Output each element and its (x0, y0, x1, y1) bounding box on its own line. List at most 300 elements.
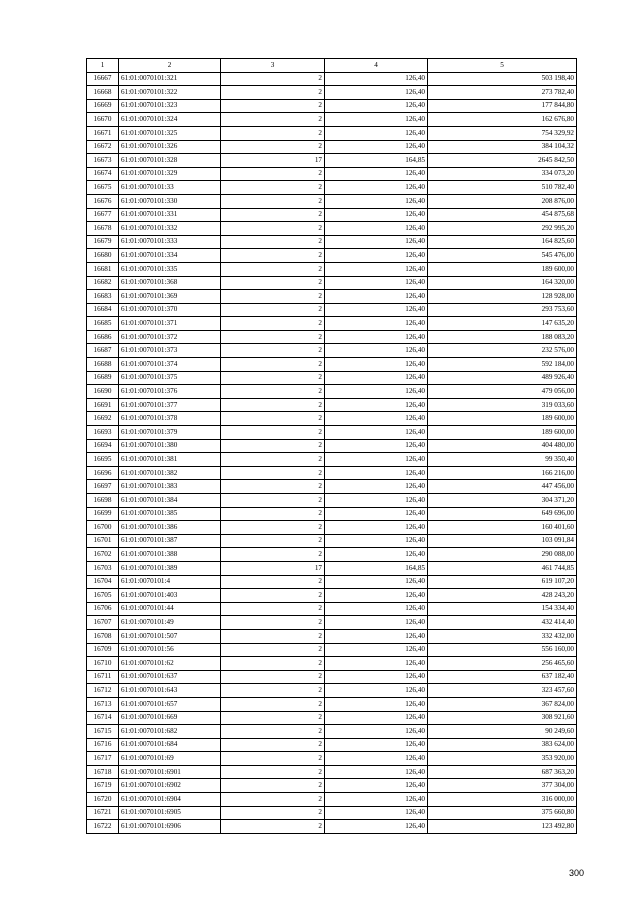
table-cell-col3: 2 (221, 670, 325, 684)
table-cell-col2: 61:01:0070101:44 (119, 602, 221, 616)
table-cell-col2: 61:01:0070101:381 (119, 453, 221, 467)
table-cell-col5: 188 083,20 (428, 330, 577, 344)
table-cell-col5: 189 600,00 (428, 426, 577, 440)
table-cell-col5: 319 033,60 (428, 398, 577, 412)
table-cell-col1: 16672 (87, 140, 119, 154)
table-row (87, 752, 577, 766)
table-row (87, 181, 577, 195)
table-row (87, 412, 577, 426)
table-cell-col1: 16669 (87, 99, 119, 113)
table-cell-col5: 308 921,60 (428, 711, 577, 725)
table-cell-col1: 16704 (87, 575, 119, 589)
table-cell-col2: 61:01:0070101:324 (119, 113, 221, 127)
header-cell-1: 1 (87, 59, 119, 73)
table-cell-col2: 61:01:0070101:374 (119, 358, 221, 372)
table-cell-col3: 2 (221, 697, 325, 711)
table-cell-col4: 126,40 (325, 194, 428, 208)
table-cell-col1: 16683 (87, 290, 119, 304)
table-cell-col2: 61:01:0070101:370 (119, 303, 221, 317)
table-cell-col3: 2 (221, 317, 325, 331)
table-row (87, 711, 577, 725)
table-cell-col5: 162 676,80 (428, 113, 577, 127)
table-cell-col5: 123 492,80 (428, 820, 577, 834)
table-cell-col4: 126,40 (325, 507, 428, 521)
table-cell-col5: 256 465,60 (428, 657, 577, 671)
table-cell-col2: 61:01:0070101:331 (119, 208, 221, 222)
table-row (87, 616, 577, 630)
table-row (87, 643, 577, 657)
table-row (87, 521, 577, 535)
table-cell-col3: 2 (221, 657, 325, 671)
table-cell-col4: 126,40 (325, 643, 428, 657)
table-cell-col1: 16678 (87, 222, 119, 236)
table-cell-col2: 61:01:0070101:684 (119, 738, 221, 752)
table-cell-col3: 2 (221, 793, 325, 807)
table-cell-col4: 126,40 (325, 439, 428, 453)
table-cell-col1: 16714 (87, 711, 119, 725)
table-cell-col4: 126,40 (325, 371, 428, 385)
table-cell-col1: 16682 (87, 276, 119, 290)
table-cell-col4: 126,40 (325, 738, 428, 752)
table-cell-col1: 16692 (87, 412, 119, 426)
table-cell-col4: 126,40 (325, 711, 428, 725)
table-row (87, 99, 577, 113)
table-cell-col2: 61:01:0070101:378 (119, 412, 221, 426)
table-cell-col2: 61:01:0070101:323 (119, 99, 221, 113)
table-cell-col2: 61:01:0070101:389 (119, 561, 221, 575)
table-cell-col5: 232 576,00 (428, 344, 577, 358)
table-cell-col1: 16695 (87, 453, 119, 467)
table-cell-col2: 61:01:0070101:377 (119, 398, 221, 412)
table-cell-col4: 126,40 (325, 697, 428, 711)
table-cell-col5: 592 184,00 (428, 358, 577, 372)
table-cell-col3: 2 (221, 575, 325, 589)
table-row (87, 466, 577, 480)
table-cell-col3: 2 (221, 684, 325, 698)
table-cell-col2: 61:01:0070101:657 (119, 697, 221, 711)
table-cell-col5: 637 182,40 (428, 670, 577, 684)
table-cell-col2: 61:01:0070101:6901 (119, 765, 221, 779)
table-cell-col3: 2 (221, 480, 325, 494)
table-cell-col5: 503 198,40 (428, 72, 577, 86)
table-cell-col3: 2 (221, 113, 325, 127)
table-cell-col4: 126,40 (325, 548, 428, 562)
header-cell-3: 3 (221, 59, 325, 73)
table-cell-col3: 2 (221, 494, 325, 508)
table-cell-col2: 61:01:0070101:325 (119, 126, 221, 140)
table-cell-col1: 16679 (87, 235, 119, 249)
table-cell-col1: 16703 (87, 561, 119, 575)
table-cell-col2: 61:01:0070101:386 (119, 521, 221, 535)
table-row (87, 167, 577, 181)
table-row (87, 262, 577, 276)
table-cell-col1: 16722 (87, 820, 119, 834)
table-cell-col4: 126,40 (325, 806, 428, 820)
table-cell-col3: 2 (221, 126, 325, 140)
table-cell-col1: 16710 (87, 657, 119, 671)
table-cell-col5: 510 782,40 (428, 181, 577, 195)
table-cell-col3: 2 (221, 303, 325, 317)
table-cell-col5: 323 457,60 (428, 684, 577, 698)
table-row (87, 589, 577, 603)
table-cell-col1: 16709 (87, 643, 119, 657)
table-cell-col1: 16712 (87, 684, 119, 698)
table-cell-col1: 16673 (87, 154, 119, 168)
table-cell-col2: 61:01:0070101:69 (119, 752, 221, 766)
table-cell-col1: 16713 (87, 697, 119, 711)
table-cell-col4: 126,40 (325, 657, 428, 671)
table-cell-col4: 126,40 (325, 412, 428, 426)
table-cell-col4: 126,40 (325, 752, 428, 766)
table-cell-col2: 61:01:0070101:334 (119, 249, 221, 263)
table-cell-col3: 2 (221, 779, 325, 793)
table-cell-col1: 16667 (87, 72, 119, 86)
table-cell-col3: 2 (221, 738, 325, 752)
table-cell-col5: 545 476,00 (428, 249, 577, 263)
table-cell-col4: 126,40 (325, 358, 428, 372)
table-cell-col3: 2 (221, 72, 325, 86)
table-cell-col4: 126,40 (325, 235, 428, 249)
table-row (87, 385, 577, 399)
table-cell-col2: 61:01:0070101:332 (119, 222, 221, 236)
table-cell-col5: 384 104,32 (428, 140, 577, 154)
table-cell-col3: 2 (221, 235, 325, 249)
table-cell-col2: 61:01:0070101:375 (119, 371, 221, 385)
table-cell-col1: 16689 (87, 371, 119, 385)
table-row (87, 126, 577, 140)
table-cell-col5: 2645 842,50 (428, 154, 577, 168)
table-row (87, 113, 577, 127)
table-cell-col3: 2 (221, 358, 325, 372)
table-body (87, 72, 577, 833)
header-cell-2: 2 (119, 59, 221, 73)
table-cell-col3: 2 (221, 86, 325, 100)
table-cell-col4: 126,40 (325, 167, 428, 181)
table-cell-col3: 2 (221, 290, 325, 304)
table-row (87, 494, 577, 508)
table-cell-col4: 126,40 (325, 575, 428, 589)
table-cell-col3: 2 (221, 222, 325, 236)
table-cell-col5: 177 844,80 (428, 99, 577, 113)
table-cell-col4: 126,40 (325, 276, 428, 290)
table-cell-col5: 189 600,00 (428, 262, 577, 276)
table-cell-col3: 2 (221, 589, 325, 603)
table-cell-col4: 126,40 (325, 534, 428, 548)
table-row (87, 358, 577, 372)
table-cell-col1: 16668 (87, 86, 119, 100)
table-row (87, 765, 577, 779)
table-row (87, 371, 577, 385)
table-cell-col4: 126,40 (325, 126, 428, 140)
table-row (87, 330, 577, 344)
table-row (87, 725, 577, 739)
table-cell-col1: 16719 (87, 779, 119, 793)
table-row (87, 344, 577, 358)
table-cell-col5: 447 456,00 (428, 480, 577, 494)
table-cell-col2: 61:01:0070101:6904 (119, 793, 221, 807)
table-cell-col5: 383 624,00 (428, 738, 577, 752)
page-number: 300 (568, 868, 584, 878)
table-cell-col4: 126,40 (325, 330, 428, 344)
table-cell-col1: 16707 (87, 616, 119, 630)
table-cell-col4: 126,40 (325, 521, 428, 535)
table-cell-col5: 432 414,40 (428, 616, 577, 630)
table-cell-col3: 2 (221, 398, 325, 412)
table-row (87, 738, 577, 752)
table-cell-col3: 2 (221, 453, 325, 467)
table-cell-col4: 126,40 (325, 793, 428, 807)
table-cell-col4: 126,40 (325, 725, 428, 739)
table-cell-col3: 2 (221, 140, 325, 154)
table-row (87, 820, 577, 834)
table-cell-col2: 61:01:0070101:507 (119, 629, 221, 643)
table-cell-col1: 16717 (87, 752, 119, 766)
table-header-row (87, 59, 577, 73)
table-cell-col2: 61:01:0070101:682 (119, 725, 221, 739)
table-cell-col2: 61:01:0070101:383 (119, 480, 221, 494)
table-cell-col5: 556 160,00 (428, 643, 577, 657)
table-cell-col5: 147 635,20 (428, 317, 577, 331)
table-row (87, 561, 577, 575)
table-cell-col1: 16696 (87, 466, 119, 480)
table-cell-col2: 61:01:0070101:56 (119, 643, 221, 657)
table-cell-col3: 2 (221, 725, 325, 739)
table-cell-col2: 61:01:0070101:33 (119, 181, 221, 195)
table-cell-col3: 2 (221, 412, 325, 426)
table-cell-col5: 687 363,20 (428, 765, 577, 779)
table-cell-col4: 126,40 (325, 684, 428, 698)
table-row (87, 657, 577, 671)
table-cell-col1: 16706 (87, 602, 119, 616)
table-cell-col4: 126,40 (325, 262, 428, 276)
table-row (87, 303, 577, 317)
table-cell-col5: 154 334,40 (428, 602, 577, 616)
table-cell-col3: 2 (221, 194, 325, 208)
table-row (87, 670, 577, 684)
table-row (87, 290, 577, 304)
table-cell-col3: 2 (221, 276, 325, 290)
table-cell-col4: 126,40 (325, 222, 428, 236)
table-row (87, 629, 577, 643)
table-cell-col4: 126,40 (325, 453, 428, 467)
table-cell-col1: 16671 (87, 126, 119, 140)
table-row (87, 249, 577, 263)
table-cell-col1: 16715 (87, 725, 119, 739)
table-cell-col2: 61:01:0070101:388 (119, 548, 221, 562)
table-cell-col5: 189 600,00 (428, 412, 577, 426)
table-row (87, 86, 577, 100)
table-cell-col5: 99 350,40 (428, 453, 577, 467)
table-cell-col4: 126,40 (325, 616, 428, 630)
table-row (87, 276, 577, 290)
table-cell-col5: 164 320,00 (428, 276, 577, 290)
table-cell-col1: 16691 (87, 398, 119, 412)
table-row (87, 548, 577, 562)
table-cell-col1: 16693 (87, 426, 119, 440)
table-cell-col1: 16674 (87, 167, 119, 181)
table-cell-col4: 126,40 (325, 670, 428, 684)
table-cell-col3: 2 (221, 99, 325, 113)
table-cell-col3: 2 (221, 426, 325, 440)
header-cell-4: 4 (325, 59, 428, 73)
table-cell-col1: 16700 (87, 521, 119, 535)
table-cell-col5: 273 782,40 (428, 86, 577, 100)
table-cell-col2: 61:01:0070101:321 (119, 72, 221, 86)
table-cell-col2: 61:01:0070101:379 (119, 426, 221, 440)
table-cell-col4: 126,40 (325, 208, 428, 222)
table-cell-col4: 126,40 (325, 480, 428, 494)
table-row (87, 697, 577, 711)
table-cell-col5: 316 000,00 (428, 793, 577, 807)
table-cell-col2: 61:01:0070101:373 (119, 344, 221, 358)
table-cell-col4: 126,40 (325, 99, 428, 113)
table-row (87, 72, 577, 86)
table-cell-col2: 61:01:0070101:6902 (119, 779, 221, 793)
table-cell-col5: 208 876,00 (428, 194, 577, 208)
table-cell-col3: 2 (221, 752, 325, 766)
table-cell-col2: 61:01:0070101:403 (119, 589, 221, 603)
table-cell-col5: 103 091,84 (428, 534, 577, 548)
table-cell-col4: 126,40 (325, 629, 428, 643)
table-cell-col2: 61:01:0070101:382 (119, 466, 221, 480)
table-cell-col5: 290 088,00 (428, 548, 577, 562)
table-cell-col2: 61:01:0070101:385 (119, 507, 221, 521)
table-cell-col2: 61:01:0070101:369 (119, 290, 221, 304)
table-cell-col2: 61:01:0070101:4 (119, 575, 221, 589)
table-cell-col4: 126,40 (325, 303, 428, 317)
table-cell-col2: 61:01:0070101:329 (119, 167, 221, 181)
table-cell-col3: 2 (221, 534, 325, 548)
table-cell-col3: 17 (221, 561, 325, 575)
table-row (87, 398, 577, 412)
table-cell-col2: 61:01:0070101:637 (119, 670, 221, 684)
table-cell-col5: 332 432,00 (428, 629, 577, 643)
table-cell-col3: 2 (221, 249, 325, 263)
table-cell-col2: 61:01:0070101:380 (119, 439, 221, 453)
table-row (87, 806, 577, 820)
table-cell-col3: 2 (221, 385, 325, 399)
table-cell-col5: 166 216,00 (428, 466, 577, 480)
table-cell-col4: 164,85 (325, 154, 428, 168)
table-cell-col4: 126,40 (325, 589, 428, 603)
table-cell-col5: 454 875,68 (428, 208, 577, 222)
table-cell-col4: 164,85 (325, 561, 428, 575)
table-cell-col4: 126,40 (325, 181, 428, 195)
table-cell-col4: 126,40 (325, 494, 428, 508)
table-cell-col5: 292 995,20 (428, 222, 577, 236)
table-cell-col3: 2 (221, 507, 325, 521)
table-cell-col3: 2 (221, 616, 325, 630)
table-cell-col5: 334 073,20 (428, 167, 577, 181)
table-cell-col2: 61:01:0070101:669 (119, 711, 221, 725)
table-cell-col1: 16680 (87, 249, 119, 263)
table-row (87, 439, 577, 453)
table-cell-col3: 2 (221, 439, 325, 453)
table-row (87, 779, 577, 793)
table-row (87, 426, 577, 440)
table-cell-col5: 164 825,60 (428, 235, 577, 249)
table-cell-col4: 126,40 (325, 317, 428, 331)
table-cell-col1: 16697 (87, 480, 119, 494)
table-row (87, 507, 577, 521)
table-cell-col1: 16681 (87, 262, 119, 276)
table-cell-col3: 2 (221, 466, 325, 480)
table-cell-col2: 61:01:0070101:371 (119, 317, 221, 331)
table-cell-col1: 16721 (87, 806, 119, 820)
table-cell-col1: 16675 (87, 181, 119, 195)
table-cell-col5: 367 824,00 (428, 697, 577, 711)
table-cell-col1: 16702 (87, 548, 119, 562)
table-row (87, 480, 577, 494)
table-row (87, 154, 577, 168)
table-cell-col3: 17 (221, 154, 325, 168)
table-cell-col5: 754 329,92 (428, 126, 577, 140)
table-cell-col1: 16690 (87, 385, 119, 399)
table-cell-col5: 293 753,60 (428, 303, 577, 317)
table-cell-col5: 619 107,20 (428, 575, 577, 589)
table-cell-col1: 16694 (87, 439, 119, 453)
table-row (87, 684, 577, 698)
table-cell-col5: 404 480,00 (428, 439, 577, 453)
table-cell-col2: 61:01:0070101:333 (119, 235, 221, 249)
table-cell-col2: 61:01:0070101:6906 (119, 820, 221, 834)
table-cell-col1: 16688 (87, 358, 119, 372)
table-cell-col1: 16708 (87, 629, 119, 643)
table-cell-col3: 2 (221, 820, 325, 834)
table-cell-col1: 16711 (87, 670, 119, 684)
table-cell-col2: 61:01:0070101:328 (119, 154, 221, 168)
table-cell-col5: 90 249,60 (428, 725, 577, 739)
header-cell-5: 5 (428, 59, 577, 73)
table-cell-col2: 61:01:0070101:376 (119, 385, 221, 399)
table-cell-col2: 61:01:0070101:384 (119, 494, 221, 508)
table-cell-col1: 16687 (87, 344, 119, 358)
table-cell-col5: 479 056,00 (428, 385, 577, 399)
table-cell-col4: 126,40 (325, 113, 428, 127)
table-cell-col2: 61:01:0070101:368 (119, 276, 221, 290)
table-cell-col5: 304 371,20 (428, 494, 577, 508)
table-cell-col4: 126,40 (325, 466, 428, 480)
table-cell-col4: 126,40 (325, 249, 428, 263)
table-cell-col1: 16685 (87, 317, 119, 331)
table-cell-col5: 428 243,20 (428, 589, 577, 603)
table-cell-col4: 126,40 (325, 602, 428, 616)
table-cell-col4: 126,40 (325, 779, 428, 793)
table-cell-col3: 2 (221, 643, 325, 657)
table-cell-col3: 2 (221, 181, 325, 195)
table-cell-col5: 649 696,00 (428, 507, 577, 521)
table-row (87, 534, 577, 548)
table-cell-col1: 16670 (87, 113, 119, 127)
table-cell-col3: 2 (221, 344, 325, 358)
table-cell-col1: 16684 (87, 303, 119, 317)
table-cell-col4: 126,40 (325, 290, 428, 304)
table-row (87, 602, 577, 616)
table-cell-col4: 126,40 (325, 344, 428, 358)
table-row (87, 140, 577, 154)
registry-table (86, 58, 577, 834)
table-cell-col4: 126,40 (325, 820, 428, 834)
table-row (87, 194, 577, 208)
table-cell-col4: 126,40 (325, 426, 428, 440)
table-cell-col3: 2 (221, 371, 325, 385)
table-cell-col2: 61:01:0070101:387 (119, 534, 221, 548)
table-cell-col1: 16705 (87, 589, 119, 603)
table-cell-col4: 126,40 (325, 86, 428, 100)
table-cell-col1: 16720 (87, 793, 119, 807)
table-cell-col3: 2 (221, 711, 325, 725)
table-cell-col4: 126,40 (325, 398, 428, 412)
